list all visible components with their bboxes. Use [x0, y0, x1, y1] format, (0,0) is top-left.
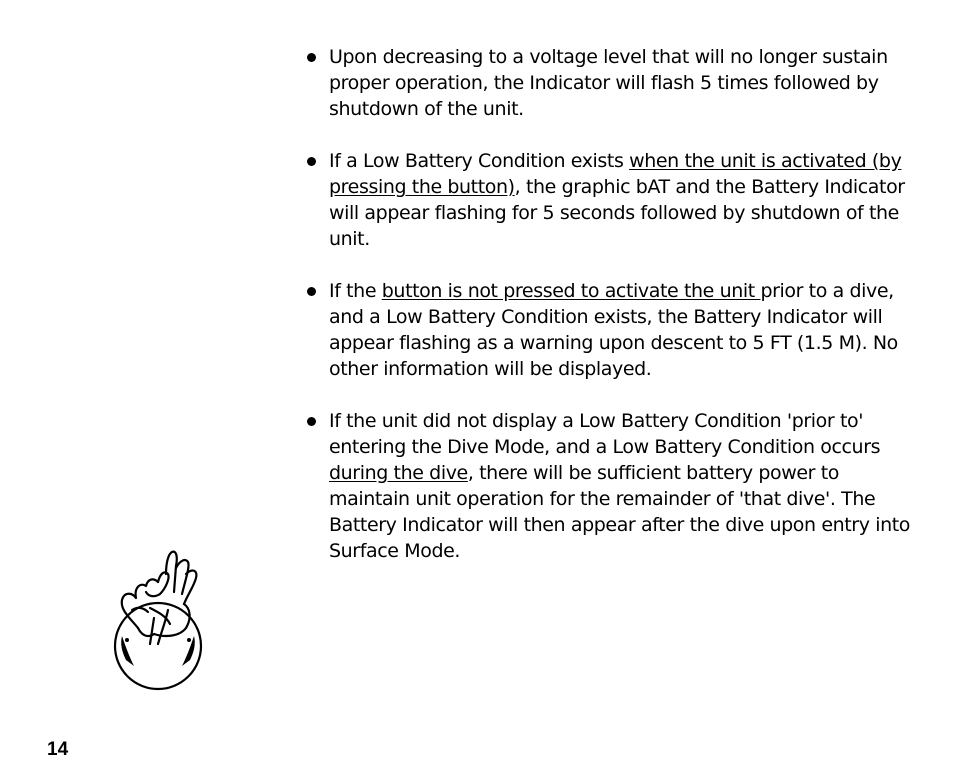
bullet-text: , there will be sufficient battery power to maintain unit operation for the remainder of 'that dive'. The Battery Indicator will then appear after the dive upon entry into Surface Mode.: [329, 462, 910, 562]
bullet-dot-icon: [307, 53, 316, 62]
bullet-dot-icon: [307, 287, 316, 296]
bullet-item: [303, 44, 918, 122]
bullet-text: Upon decreasing to a voltage level that will no longer sustain proper operation, the Indicator will flash 5 times followed by shutdown of the unit.: [329, 46, 888, 120]
ok-hand-sign-icon: [108, 548, 208, 693]
bullet-text: If the: [329, 280, 382, 302]
bullet-item: [303, 408, 918, 564]
bullet-text: If the unit did not display a Low Battery Condition 'prior to' entering the Dive Mode, and a Low Battery Condition occurs: [329, 410, 881, 458]
bullet-dot-icon: [307, 417, 316, 426]
bullet-list: [303, 44, 918, 590]
underlined-text: when the unit is activated (by pressing the button): [329, 150, 902, 198]
bullet-text: prior to a dive, and a Low Battery Condition exists, the Battery Indicator will appear flashing as a warning upon descent to 5 FT (1.5 M). No other information will be displayed.: [329, 280, 898, 380]
bullet-text: If a Low Battery Condition exists: [329, 150, 630, 172]
bullet-item: [303, 148, 918, 252]
bullet-dot-icon: [307, 157, 316, 166]
page-number: 14: [47, 739, 69, 760]
bullet-text: , the graphic bAT and the Battery Indicator will appear flashing for 5 seconds followed by shutdown of the unit.: [329, 176, 905, 250]
underlined-text: button is not pressed to activate the unit: [381, 280, 761, 302]
bullet-item: [303, 278, 918, 382]
underlined-text: during the dive: [329, 462, 468, 484]
